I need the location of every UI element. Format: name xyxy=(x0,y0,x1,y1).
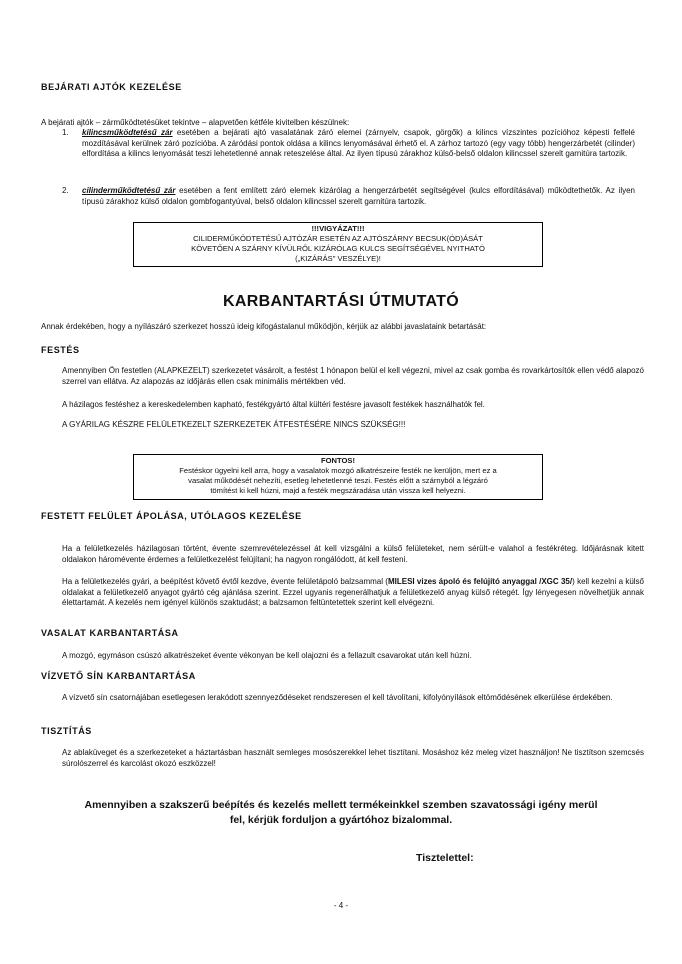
cylinder-lock-text: esetében a fent említett záró elemek kizárólag a hengerzárbetét segítségével (kulcs elfordításával) működtethetők. Az ilyen típusú zárakhoz külső oldalon gombfogantyúval, belső oldalon kilincssel szerelt garnitúra tartozik. xyxy=(82,186,636,206)
surface-care-p2-start: Ha a felületkezelés gyári, a beépítést követő évtől kezdve, évente felületápoló balzsammal ( xyxy=(62,577,388,586)
warning-line-3: („KIZÁRÁS" VESZÉLYE)! xyxy=(295,254,381,263)
page-number: - 4 - xyxy=(333,901,349,910)
notice-line-3: tömítést ki kell húzni, majd a festék megszáradása után vissza kell helyezni. xyxy=(210,486,466,495)
notice-line-2: vasalat működését nehezíti, esetleg lehetetlenné teszi. Festés előtt a szárnyból a légzáró xyxy=(188,476,488,485)
section-heading-surface-care: FESTETT FELÜLET ÁPOLÁSA, UTÓLAGOS KEZELÉSE xyxy=(41,511,302,521)
section-heading-cleaning: TISZTÍTÁS xyxy=(41,726,92,736)
list-item-handle-lock xyxy=(82,128,635,160)
closing-line-1: Amennyiben a szakszerű beépítés és kezelés mellett termékeinkkel szemben szavatossági igény merül xyxy=(84,799,598,811)
entrance-doors-intro: A bejárati ajtók – zárműködtetésüket tekintve – alapvetően kétféle kivitelben készülnek: xyxy=(41,118,350,127)
cleaning-paragraph: Az ablaküveget és a szerkezeteket a háztartásban használt semleges mosószerekkel lehet tisztítani. Mosáshoz kéz meleg vizet használjon! Ne tisztítson szemcsés súrolószerrel és karcolást okozó eszközzel! xyxy=(62,748,644,768)
section-heading-entrance-doors: BEJÁRATI AJTÓK KEZELÉSE xyxy=(41,82,182,92)
hardware-paragraph: A mozgó, egymáson csúszó alkatrészeket évente vékonyan be kell olajozni és a fellazult csavarokat után kell húzni. xyxy=(62,651,472,660)
notice-title: FONTOS! xyxy=(320,456,356,465)
term-handle-lock: kilincsműködtetésű zár xyxy=(82,128,173,137)
warning-box xyxy=(133,222,543,267)
list-item-cylinder-lock xyxy=(82,186,635,207)
surface-care-p2-end: ) kell kezelni a külső oldalakat a felületkezelő anyagot gyártó cég ajánlása szerint. Ezzel ugyanis regenerálhatjuk a felületkezelő anyag külső rétegét. Így lényegesen növelhetjük annak élettartamát. A kezelés nem igényel különös szaktudást; a balzsamon feltüntetettek szerint kell elvégezni. xyxy=(62,577,644,607)
title-intro: Annak érdekében, hogy a nyílászáró szerkezet hosszú ideig kifogástalanul működjön, kérjük az alábbi javaslataink betartását: xyxy=(41,322,487,331)
term-cylinder-lock: cilinderműködtetésű zár xyxy=(82,186,176,195)
closing-statement xyxy=(20,798,662,828)
surface-care-product: MILESI vizes ápoló és felújító anyaggal /XGC 35/ xyxy=(387,577,573,586)
closing-line-2: fel, kérjük forduljon a gyártóhoz bizalommal. xyxy=(229,814,453,826)
surface-care-paragraph-1: Ha a felületkezelés házilagosan történt, évente szemrevételezéssel át kell vizsgálni a külső felületeket, nem sérült-e valahol a festékréteg. Időjárásnak kitett oldalakon háromévente érdemes a felületkezelést felújítani; ha nagyon rongálódott, át kell festeni. xyxy=(62,544,644,564)
section-heading-painting: FESTÉS xyxy=(41,345,80,355)
notice-box xyxy=(133,454,543,500)
drip-rail-paragraph: A vízvető sín csatornájában esetlegesen lerakódott szennyeződéseket rendszeresen el kell távolítani, kifolyónyílások eltömődésének elkerülése érdekében. xyxy=(62,693,613,702)
painting-paragraph-1: Amennyiben Ön festetlen (ALAPKEZELT) szerkezetet vásárolt, a festést 1 hónapon belül el kell végezni, mivel az csak gomba és rovarkártosítók ellen védő alapozó szerrel van ellátva. Az alapozás az időjárás ellen csak minimális mértékben véd. xyxy=(62,366,644,386)
warning-title: !!!VIGYÁZAT!!! xyxy=(311,224,365,233)
closing-regards: Tisztelettel: xyxy=(416,852,474,864)
notice-line-1: Festéskor ügyelni kell arra, hogy a vasalatok mozgó alkatrészeire festék ne kerüljön, mert ez a xyxy=(179,466,497,475)
list-number-1: 1. xyxy=(62,128,69,137)
section-heading-hardware: VASALAT KARBANTARTÁSA xyxy=(41,628,179,638)
painting-paragraph-3: A GYÁRILAG KÉSZRE FELÜLETKEZELT SZERKEZETEK ÁTFESTÉSÉRE NINCS SZÜKSÉG!!! xyxy=(62,420,406,429)
warning-line-1: CILIDERMŰKÖDTETÉSŰ AJTÓZÁR ESETÉN AZ AJTÓSZÁRNY BECSUK(ÓD)ÁSÁT xyxy=(193,234,483,243)
section-heading-drip-rail: VÍZVETŐ SÍN KARBANTARTÁSA xyxy=(41,671,196,681)
handle-lock-text: esetében a bejárati ajtó vasalatának záró elemei (zárnyelv, csapok, görgők) a kilincs vízszintes pozícióhoz képesti felfelé mozdításával kerülnek záró pozícióba. A záródási pontok oldása a kilincs lenyomásával érhető el. A zárhoz tartozó (egy vagy több) hengerzárbetét (cilinder) elfordítása a kilincs lenyomását teszi lehetetlenné annak reteszelése által. Az ilyen típusú zárakhoz külső-belső oldalon kilincssel szerelt garnitúra tartozik. xyxy=(82,128,635,158)
painting-paragraph-2: A házilagos festéshez a kereskedelemben kapható, festékgyártó által kültéri festésre javasolt festékek használhatók fel. xyxy=(62,400,485,409)
warning-line-2: KÖVETŐEN A SZÁRNY KÍVÜLRŐL KIZÁRÓLAG KULCS SEGÍTSÉGÉVEL NYITHATÓ xyxy=(191,244,485,253)
list-number-2: 2. xyxy=(62,186,69,195)
surface-care-paragraph-2 xyxy=(62,577,644,609)
page-title: KARBANTARTÁSI ÚTMUTATÓ xyxy=(223,293,459,310)
